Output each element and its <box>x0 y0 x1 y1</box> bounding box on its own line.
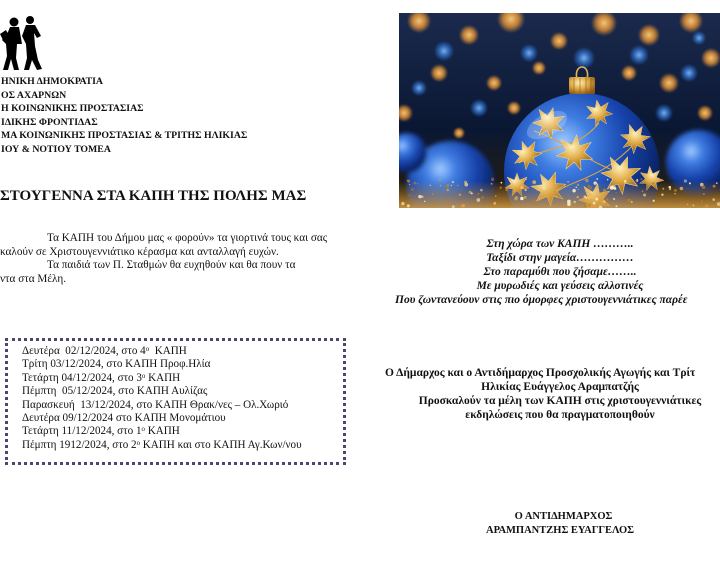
glitter-speck <box>520 186 523 189</box>
glitter-speck <box>417 183 418 184</box>
glitter-speck <box>525 178 527 180</box>
glitter-speck <box>452 205 455 208</box>
signature-name: ΑΡΑΜΠΑΝΤΖΗΣ ΕΥΑΓΓΕΛΟΣ <box>485 525 635 536</box>
invitation-line: Ο Δήμαρχος και ο Αντιδήμαρχος Προσχολικής Αγωγής και Τρίτ <box>385 367 696 379</box>
glitter-speck <box>588 196 591 199</box>
schedule-item <box>22 399 343 412</box>
organization-header <box>1 75 247 157</box>
glitter-speck <box>517 182 520 185</box>
bokeh-light-orange <box>659 73 679 93</box>
glitter-speck <box>424 201 426 203</box>
glitter-speck <box>627 199 630 202</box>
glitter-speck <box>407 204 410 207</box>
glitter-speck <box>564 186 565 187</box>
glitter-speck <box>440 185 441 186</box>
poem-line: Με μυρωδιές και γεύσεις αλλοτινές <box>476 280 644 292</box>
schedule-item-text: Δευτέρα 02/12/2024, στο 4 <box>22 345 146 357</box>
bokeh-light-orange <box>638 24 660 46</box>
poem-line: Που ζωντανεύουν στις πιο όμορφες χριστουγεννιάτικες παρέε <box>395 294 688 306</box>
glitter-speck <box>452 181 454 183</box>
bokeh-light-blue <box>434 41 454 61</box>
glitter-speck <box>653 200 655 202</box>
glitter-speck <box>536 188 538 190</box>
glitter-speck <box>439 179 441 181</box>
schedule-item-text: ΚΑΠΗ <box>145 371 181 384</box>
glitter-speck <box>418 195 421 198</box>
schedule-item-text: Τετάρτη 04/12/2024, στο 3 <box>22 371 142 384</box>
schedule-item-text: Παρασκευή 13/12/2024, στο ΚΑΠΗ Θρακ/νες – Ολ.Χωριό <box>22 398 289 411</box>
schedule-box <box>5 338 346 465</box>
schedule-item <box>22 345 343 358</box>
schedule-item <box>22 425 343 438</box>
glitter-speck <box>556 196 557 197</box>
glitter-speck <box>407 180 408 181</box>
poem-line: Στο παραμύθι που ζήσαμε…….. <box>483 266 637 278</box>
bokeh-light-orange <box>507 101 521 115</box>
glitter-speck <box>643 194 646 197</box>
intro-line: Τα παιδιά των Π. Σταθμών θα ευχηθούν και θα πουν τα <box>47 259 296 272</box>
glitter-speck <box>668 186 671 189</box>
bokeh-light-blue <box>411 80 427 96</box>
bokeh-light-blue <box>692 31 706 45</box>
glitter-speck <box>480 189 483 192</box>
glitter-speck <box>514 190 515 191</box>
header-line: ΗΝΙΚΗ ΔΗΜΟΚΡΑΤΙΑ <box>1 76 103 87</box>
glitter-speck <box>674 193 675 194</box>
glitter-speck <box>607 179 609 181</box>
intro-line: ντα στα Μέλη. <box>0 272 67 285</box>
schedule-item-text: ΚΑΠΗ <box>149 345 187 357</box>
header-line: ΙΟΥ & ΝΟΤΙΟΥ ΤΟΜΕΑ <box>1 143 111 155</box>
glitter-speck <box>674 189 677 192</box>
schedule-item <box>22 412 343 425</box>
glitter-speck <box>505 188 508 191</box>
glitter-speck <box>662 188 664 190</box>
glitter-speck <box>585 179 589 183</box>
glitter-speck <box>401 202 404 205</box>
glitter-speck <box>669 188 671 190</box>
glitter-speck <box>411 188 414 191</box>
glitter-speck <box>588 193 590 195</box>
glitter-speck <box>532 180 536 184</box>
bokeh-light-blue <box>680 64 698 82</box>
glitter-speck <box>572 189 575 192</box>
bokeh-light-orange <box>621 65 637 81</box>
schedule-item-text: Τρίτη 03/12/2024, στο ΚΑΠΗ Προφ.Ηλία <box>22 358 211 371</box>
schedule-item-text: Τετάρτη 11/12/2024, στο 1 <box>22 425 142 438</box>
ordinal-suffix: ο <box>136 439 140 447</box>
invitation-line: Προσκαλούν τα μέλη των ΚΑΠΗ στις χριστουγεννιάτικες <box>418 395 702 407</box>
glitter-speck <box>457 185 458 186</box>
ordinal-suffix: ο <box>141 426 145 434</box>
logo-figure-head <box>10 18 19 27</box>
bokeh-light-blue <box>470 99 488 117</box>
glitter-speck <box>594 181 597 184</box>
glitter-speck <box>432 193 433 194</box>
municipality-logo-icon <box>0 14 44 72</box>
glitter-speck <box>684 179 687 182</box>
ordinal-suffix: ο <box>145 345 150 353</box>
glitter-speck <box>409 184 410 185</box>
glitter-speck <box>661 193 663 195</box>
glitter-speck <box>693 205 695 207</box>
bokeh-light-blue <box>629 45 649 65</box>
bokeh-light-orange <box>453 127 465 139</box>
header-line: ΜΑ ΚΟΙΝΩΝΙΚΗΣ ΠΡΟΣΤΑΣΙΑΣ & ΤΡΙΤΗΣ ΗΛΙΚΙΑΣ <box>1 130 248 142</box>
glitter-speck <box>533 200 536 203</box>
glitter-speck <box>716 182 718 184</box>
glitter-speck <box>430 185 431 186</box>
glitter-speck <box>413 182 416 185</box>
bokeh-light-blue <box>520 44 538 62</box>
schedule-item-text: Δευτέρα 09/12/2024 στο ΚΑΠΗ Μονομάτιου <box>22 412 226 425</box>
glitter-speck <box>573 201 575 203</box>
glitter-speck <box>713 185 716 188</box>
glitter-speck <box>591 195 595 199</box>
schedule-item <box>22 358 343 371</box>
glitter-speck <box>515 196 518 199</box>
invitation-line: Ηλικίας Ευάγγελος Αραμπατζής <box>481 381 639 393</box>
glitter-speck <box>432 202 434 204</box>
glitter-speck <box>499 187 501 189</box>
bokeh-light-blue <box>573 47 595 69</box>
intro-paragraph <box>0 232 360 286</box>
glitter-speck <box>576 205 578 207</box>
intro-line: Τα ΚΑΠΗ του Δήμου μας « φορούν» τα γιορτινά τους και σας <box>47 232 328 244</box>
glitter-speck <box>542 186 546 190</box>
glitter-speck <box>477 193 479 195</box>
glitter-speck <box>576 196 578 198</box>
glitter-speck <box>663 200 664 201</box>
ordinal-suffix: ο <box>141 372 146 380</box>
logo-figures <box>0 16 42 70</box>
glitter-speck <box>493 202 496 205</box>
glitter-speck <box>445 185 448 188</box>
glitter-speck <box>477 198 481 202</box>
glitter-speck <box>703 193 704 194</box>
glitter-speck <box>631 201 633 203</box>
bokeh-light-blue <box>655 104 673 122</box>
glitter-speck <box>637 181 638 182</box>
bokeh-light-orange <box>459 25 479 45</box>
glitter-speck <box>447 189 449 191</box>
glitter-speck <box>510 184 512 186</box>
glitter-speck <box>588 204 591 207</box>
glitter-speck <box>584 178 586 180</box>
glitter-speck <box>613 198 615 200</box>
glitter-speck <box>615 205 617 207</box>
glitter-speck <box>578 189 579 190</box>
poem-line: Ταξίδι στην μαγεία…………… <box>486 252 634 264</box>
glitter-speck <box>576 187 578 189</box>
glitter-speck <box>459 194 461 196</box>
glitter-speck <box>491 178 494 181</box>
glitter-speck <box>539 198 540 199</box>
glitter-speck <box>586 189 589 192</box>
glitter-speck <box>481 196 484 199</box>
glitter-speck <box>591 192 593 194</box>
logo-figure-body <box>22 25 42 70</box>
glitter-speck <box>705 204 708 207</box>
glitter-speck <box>577 184 579 186</box>
glitter-speck <box>642 190 644 192</box>
glitter-speck <box>407 180 410 183</box>
glitter-speck <box>525 189 527 191</box>
schedule-item-text: ΚΑΠΗ και στο ΚΑΠΗ Αγ.Κων/νου <box>140 438 302 451</box>
glitter-speck <box>491 183 493 185</box>
glitter-speck <box>437 193 438 194</box>
glitter-speck <box>524 196 527 199</box>
glitter-speck <box>471 192 473 194</box>
glitter-speck <box>588 185 591 188</box>
glitter-speck <box>635 183 636 184</box>
glitter-speck <box>680 187 684 191</box>
glitter-speck <box>421 196 423 198</box>
header-line: ΟΣ ΑΧΑΡΝΩΝ <box>1 89 67 101</box>
glitter-speck <box>446 200 448 202</box>
schedule-item <box>22 439 343 452</box>
glitter-speck <box>409 195 410 196</box>
glitter-speck <box>461 204 465 208</box>
intro-line: καλούν σε Χριστουγεννιάτικο κέρασμα και ανταλλαγή ευχών. <box>0 245 279 258</box>
bokeh-light-orange <box>532 61 546 75</box>
schedule-item-text: Πέμπτη 05/12/2024, στο ΚΑΠΗ Αυλίζας <box>22 385 208 398</box>
glitter-speck <box>583 204 587 208</box>
glitter-speck <box>610 186 614 190</box>
invitation-line: εκδηλώσεις που θα πραγματοποιηθούν <box>465 409 655 421</box>
glitter-speck <box>652 182 654 184</box>
document-title: ΣΤΟΥΓΕΝΝΑ ΣΤΑ ΚΑΠΗ ΤΗΣ ΠΟΛΗΣ ΜΑΣ <box>0 188 307 204</box>
header-line: ΙΔΙΚΗΣ ΦΡΟΝΤΙΔΑΣ <box>1 116 98 128</box>
glitter-speck <box>606 198 609 201</box>
glitter-speck <box>603 189 606 192</box>
glitter-speck <box>689 182 691 184</box>
logo-figure-head <box>26 16 34 24</box>
glitter-speck <box>702 186 706 190</box>
bokeh-light-orange <box>697 105 713 121</box>
christmas-ornament-photo <box>399 13 720 208</box>
glitter-speck <box>498 197 499 198</box>
bokeh-light-orange <box>550 32 568 50</box>
glitter-speck <box>596 178 598 180</box>
glitter-speck <box>593 202 596 205</box>
glitter-speck <box>619 191 620 192</box>
glitter-speck <box>584 195 587 198</box>
glitter-speck <box>610 184 612 186</box>
glitter-speck <box>567 200 571 204</box>
glitter-speck <box>616 192 617 193</box>
glitter-speck <box>567 181 569 183</box>
glitter-speck <box>624 180 627 183</box>
schedule-item-text: Πέμπτη 1912/2024, στο 2 <box>22 438 137 451</box>
glitter-speck <box>501 182 503 184</box>
schedule-item-text: ΚΑΠΗ <box>144 425 180 438</box>
bokeh-light-orange <box>430 64 448 82</box>
header-line: Η ΚΟΙΝΩΝΙΚΗΣ ΠΡΟΣΤΑΣΙΑΣ <box>1 103 144 115</box>
glitter-speck <box>701 200 703 202</box>
glitter-speck <box>520 197 524 201</box>
glitter-speck <box>451 185 452 186</box>
glitter-speck <box>712 198 715 201</box>
glitter-speck <box>603 200 606 203</box>
glitter-speck <box>595 198 598 201</box>
signature-role: Ο ΑΝΤΙΔΗΜΑΡΧΟΣ <box>514 511 613 522</box>
glitter-speck <box>640 178 642 180</box>
schedule-item <box>22 372 343 385</box>
schedule-item <box>22 385 343 398</box>
glitter-speck <box>464 181 467 184</box>
poem-line: Στη χώρα των ΚΑΠΗ ……….. <box>486 238 634 250</box>
glitter-speck <box>586 197 587 198</box>
bokeh-light-orange <box>486 75 502 91</box>
glitter-speck <box>495 196 496 197</box>
glitter-speck <box>687 204 689 206</box>
